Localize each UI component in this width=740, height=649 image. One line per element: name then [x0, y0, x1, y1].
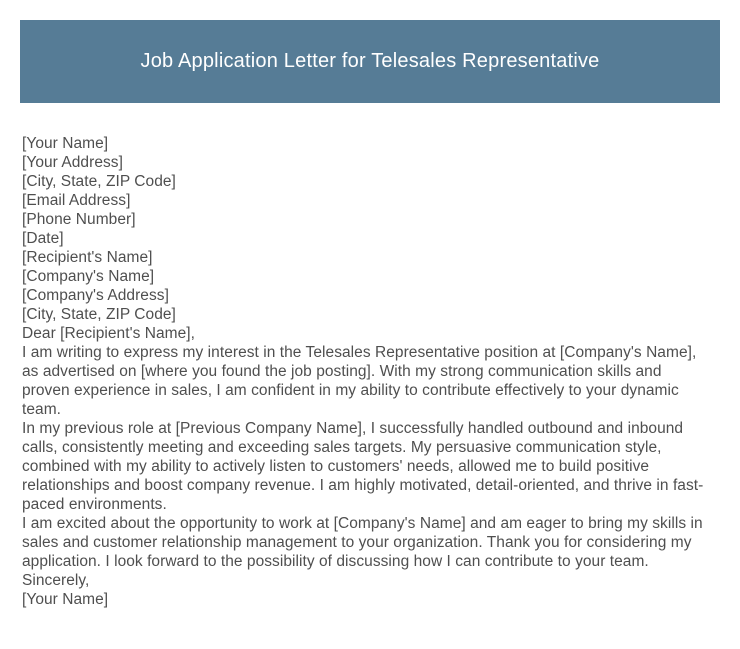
- letter-line: [Date]: [22, 230, 64, 247]
- letter-line: paced environments.: [22, 496, 167, 513]
- letter-line: I am writing to express my interest in the Telesales Representative position at [Company's Name],: [22, 344, 697, 361]
- letter-line: I am excited about the opportunity to work at [Company's Name] and am eager to bring my skills in: [22, 515, 703, 532]
- letter-line: [City, State, ZIP Code]: [22, 173, 176, 190]
- letter-line: team.: [22, 401, 62, 418]
- letter-line: sales and customer relationship management to your organization. Thank you for considering my: [22, 534, 692, 551]
- letter-line: [Your Name]: [22, 135, 109, 152]
- letter-line: calls, consistently meeting and exceeding sales targets. My persuasive communication style,: [22, 439, 662, 456]
- letter-line: [City, State, ZIP Code]: [22, 306, 176, 323]
- letter-line: [Email Address]: [22, 192, 131, 209]
- page-title: Job Application Letter for Telesales Representative: [140, 50, 600, 72]
- letter-line: [Your Address]: [22, 154, 123, 171]
- letter-line: [Company's Address]: [22, 287, 169, 304]
- page: [0, 20, 740, 649]
- letter-line: proven experience in sales, I am confident in my ability to contribute effectively to your dynamic: [22, 382, 679, 399]
- letter-line: In my previous role at [Previous Company Name], I successfully handled outbound and inbound: [22, 420, 684, 437]
- document-page: [0, 20, 740, 649]
- letter-line: [Company's Name]: [22, 268, 155, 285]
- letter-line: [Recipient's Name]: [22, 249, 153, 266]
- letter-line: [Phone Number]: [22, 211, 136, 228]
- letter-line: combined with my ability to actively listen to customers' needs, allowed me to build positive: [22, 458, 650, 475]
- letter-line: as advertised on [where you found the job posting]. With my strong communication skills and: [22, 363, 662, 380]
- letter-line: [Your Name]: [22, 591, 109, 608]
- letter-line: application. I look forward to the possibility of discussing how I can contribute to your team.: [22, 553, 649, 570]
- letter-body: [22, 134, 720, 609]
- letter-line: Dear [Recipient's Name],: [22, 325, 196, 342]
- letter-line: Sincerely,: [22, 572, 90, 589]
- letter-line: relationships and boost company revenue. I am highly motivated, detail-oriented, and thrive in fast-: [22, 477, 704, 494]
- title-banner: [20, 20, 720, 103]
